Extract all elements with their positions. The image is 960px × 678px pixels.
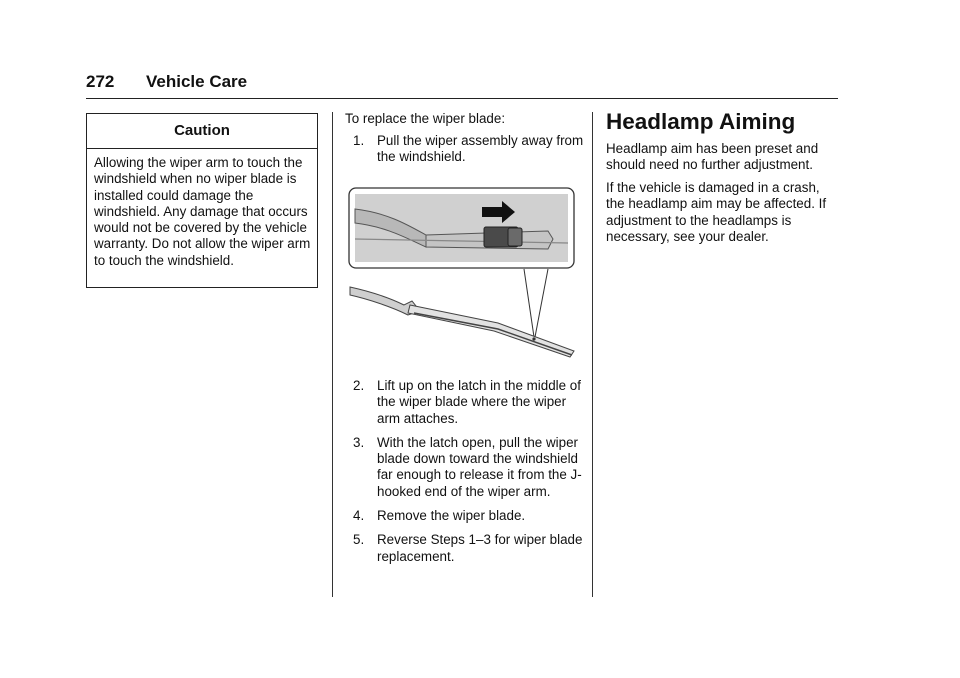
steps-list-top	[345, 133, 585, 174]
step-number: 5.	[353, 532, 365, 548]
step-text: Remove the wiper blade.	[377, 508, 526, 524]
step-text: Pull the wiper assembly away from the windshield.	[377, 133, 584, 165]
headlamp-heading: Headlamp Aiming	[606, 109, 796, 134]
header-divider	[86, 98, 838, 99]
step-text: Lift up on the latch in the middle of the wiper blade where the wiper arm attaches.	[377, 378, 581, 426]
headlamp-paragraph: Headlamp aim has been preset and should need no further adjustment.	[606, 141, 819, 173]
replace-intro: To replace the wiper blade:	[345, 111, 506, 126]
step-number: 2.	[353, 378, 365, 393]
step-number: 1.	[353, 133, 365, 148]
column-divider-right	[592, 112, 593, 597]
step-item	[345, 133, 585, 166]
caution-box	[86, 113, 318, 288]
step-number: 3.	[353, 434, 365, 450]
page-number: 272	[86, 72, 115, 91]
step-number: 4.	[353, 508, 365, 524]
column-divider-left	[332, 112, 333, 597]
wiper-blade-illustration	[348, 187, 576, 359]
step-item	[345, 435, 585, 500]
step-text: Reverse Steps 1–3 for wiper blade replacement.	[377, 532, 583, 564]
step-text: With the latch open, pull the wiper blade down toward the windshield far enough to release it from the J-hooked end of the wiper arm.	[377, 434, 582, 499]
step-item	[345, 508, 585, 524]
caution-text: Allowing the wiper arm to touch the windshield when no wiper blade is installed could damage the windshield. Any damage that occurs would not be covered by the vehicle warranty. Do not allow the wiper arm to touch the windshield.	[94, 155, 311, 268]
step-item	[345, 378, 585, 427]
caution-title: Caution	[87, 114, 317, 149]
headlamp-paragraph: If the vehicle is damaged in a crash, the headlamp aim may be affected. If adjustment to the headlamps is necessary, see your dealer.	[606, 180, 827, 244]
steps-list-bottom	[345, 378, 585, 573]
step-item	[345, 532, 585, 565]
section-title: Vehicle Care	[146, 72, 248, 91]
